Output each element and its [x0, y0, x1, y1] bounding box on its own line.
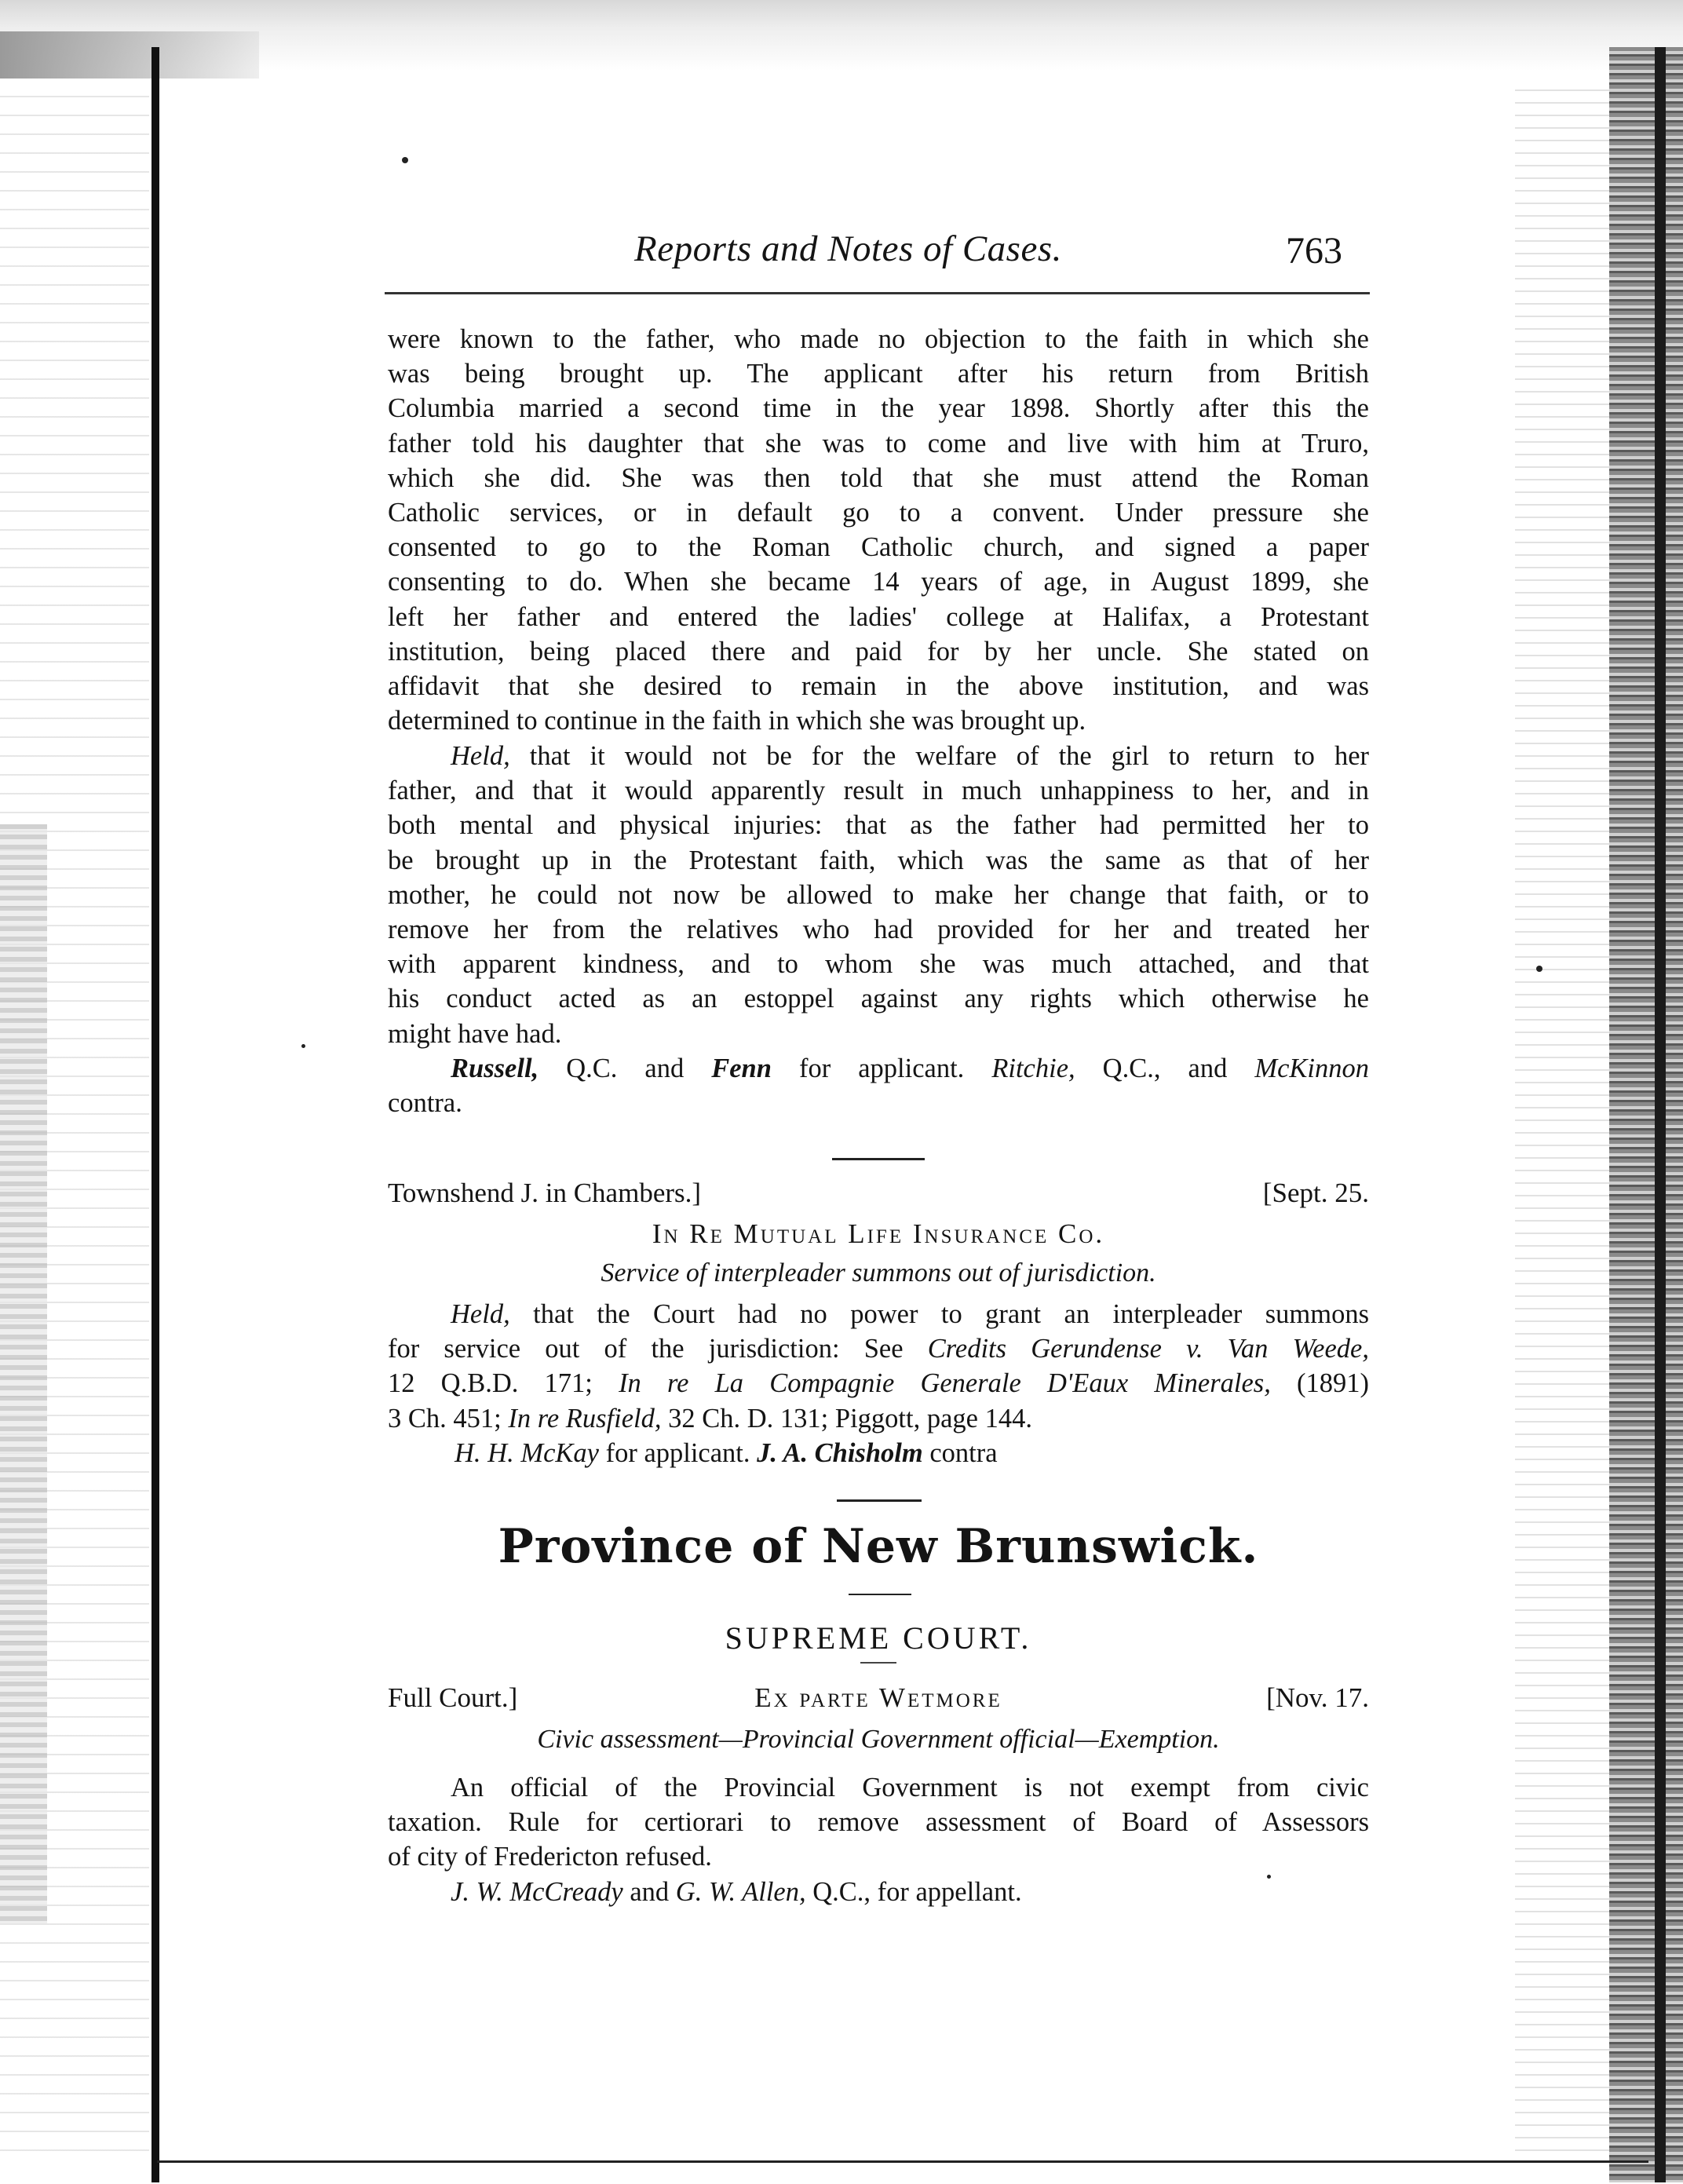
- text-line: for service out of the jurisdiction: See Credits Gerundense v. Van Weede,: [388, 1334, 1369, 1364]
- scan-bottom-edge: [157, 2160, 1648, 2163]
- heading-dot-rule: [860, 1662, 896, 1664]
- text-line: were known to the father, who made no objection to the faith in which she: [388, 324, 1369, 354]
- case-citation: In re Rusfield,: [508, 1403, 662, 1433]
- counsel-line: J. W. McCready and G. W. Allen, Q.C., for appellant.: [451, 1876, 1022, 1907]
- case-date: [Sept. 25.: [1262, 1178, 1369, 1208]
- case3-caption: Ex parte Wetmore: [754, 1682, 1002, 1713]
- counsel-contra: contra.: [388, 1087, 462, 1118]
- court-name: Townshend J. in Chambers.]: [388, 1178, 702, 1208]
- text-line: both mental and physical injuries: that as the father had permitted her to: [388, 810, 1369, 841]
- case3-subject: Civic assessment—Provincial Government official—Exemption.: [537, 1725, 1220, 1754]
- counsel-name: McKinnon: [1254, 1053, 1369, 1083]
- text-line: remove her from the relatives who had provided for her and treated her: [388, 914, 1369, 944]
- counsel-name: Fenn: [711, 1053, 772, 1083]
- page-number: 763: [1286, 230, 1342, 272]
- case3-paragraph: [388, 1770, 1369, 1909]
- counsel-name: Ritchie,: [991, 1053, 1075, 1083]
- text-line: consenting to do. When she became 14 years of age, in August 1899, she: [388, 567, 1369, 597]
- running-title: Reports and Notes of Cases.: [634, 228, 1062, 269]
- case-date: [Nov. 17.: [1266, 1682, 1369, 1713]
- text-line: of city of Fredericton refused.: [388, 1842, 712, 1872]
- held-text: that it would not be for the welfare of the girl to return to her: [529, 741, 1369, 771]
- text-line: mother, he could not now be allowed to make her change that faith, or to: [388, 879, 1369, 910]
- text-line: Catholic services, or in default go to a convent. Under pressure she: [388, 497, 1369, 528]
- text-line: An official of the Provincial Government is not exempt from civic: [451, 1773, 1369, 1802]
- case-citation: In re La Compagnie Generale D'Eaux Minerales,: [619, 1368, 1271, 1399]
- text-line: taxation. Rule for certiorari to remove assessment of Board of Assessors: [388, 1807, 1369, 1838]
- section-separator-rule: [837, 1499, 922, 1502]
- case3-court-line: [388, 1682, 1369, 1718]
- text-line: father told his daughter that she was to come and live with him at Truro,: [388, 428, 1369, 458]
- held-label: Held,: [451, 741, 510, 771]
- text-line: his conduct acted as an estoppel against any rights which otherwise he: [388, 984, 1369, 1014]
- running-head: [0, 228, 1683, 283]
- scan-speck: [1536, 966, 1542, 972]
- text-line: 12 Q.B.D. 171; In re La Compagnie Generale D'Eaux Minerales, (1891): [388, 1368, 1369, 1399]
- text-line: was being brought up. The applicant after his return from British: [388, 359, 1369, 389]
- text-line: affidavit that she desired to remain in the above institution, and was: [388, 670, 1369, 701]
- scan-corner-shadow: [0, 31, 259, 79]
- counsel-line: H. H. McKay for applicant. J. A. Chisholm contra: [455, 1437, 998, 1468]
- case-separator-rule: [832, 1158, 925, 1160]
- scan-speck: [301, 1044, 305, 1048]
- case2-held-paragraph: [388, 1297, 1369, 1470]
- counsel-name: J. A. Chisholm: [757, 1437, 923, 1468]
- scan-speck: [402, 157, 408, 163]
- text-line: Columbia married a second time in the year 1898. Shortly after this the: [388, 393, 1369, 424]
- text-line: Held, that the Court had no power to grant an interpleader summons: [451, 1299, 1370, 1329]
- text-line: determined to continue in the faith in which she was brought up.: [388, 706, 1086, 736]
- court-name: Full Court.]: [388, 1682, 518, 1713]
- binding-edge-line: [152, 47, 159, 2182]
- text-line: be brought up in the Protestant faith, which was the same as that of her: [388, 845, 1369, 875]
- text-line: institution, being placed there and paid for by her uncle. She stated on: [388, 636, 1369, 667]
- text-line: which she did. She was then told that she must attend the Roman: [388, 462, 1369, 493]
- text-line: left her father and entered the ladies' college at Halifax, a Protestant: [388, 601, 1369, 632]
- header-rule: [385, 292, 1370, 294]
- scan-right-page-edge: [1609, 47, 1683, 2182]
- text-line: [388, 739, 1369, 773]
- case2-court-line: [388, 1178, 1369, 1214]
- text-line: consented to go to the Roman Catholic church, and signed a paper: [388, 532, 1369, 563]
- text-line: father, and that it would apparently result in much unhappiness to her, and in: [388, 776, 1369, 806]
- scan-right-margin-noise: [1515, 79, 1609, 2151]
- counsel-line: Russell, Q.C. and Fenn for applicant. Ritchie, Q.C., and McKinnon: [451, 1053, 1369, 1083]
- held-label: Held,: [451, 1299, 510, 1329]
- court-heading: SUPREME COURT.: [725, 1620, 1032, 1656]
- counsel-name: G. W. Allen,: [675, 1876, 806, 1907]
- case-citation: Credits Gerundense v. Van Weede,: [927, 1334, 1369, 1364]
- case2-caption: In Re Mutual Life Insurance Co.: [652, 1218, 1105, 1249]
- counsel-name: H. H. McKay: [455, 1437, 599, 1468]
- case1-held-paragraph: [388, 739, 1369, 1120]
- counsel-name: J. W. McCready: [451, 1876, 623, 1907]
- scan-left-edge-strip: [0, 824, 47, 1923]
- heading-rule: [849, 1594, 911, 1595]
- text-line: 3 Ch. 451; In re Rusfield, 32 Ch. D. 131; Piggott, page 144.: [388, 1403, 1032, 1433]
- scan-right-dark-edge: [1655, 47, 1666, 2182]
- case1-paragraph: [388, 322, 1369, 738]
- text-line: with apparent kindness, and to whom she was much attached, and that: [388, 949, 1369, 980]
- case2-subject: Service of interpleader summons out of jurisdiction.: [601, 1258, 1156, 1287]
- province-heading: Province of New Brunswick.: [498, 1519, 1259, 1574]
- counsel-name: Russell,: [451, 1053, 539, 1083]
- text-line: might have had.: [388, 1018, 562, 1049]
